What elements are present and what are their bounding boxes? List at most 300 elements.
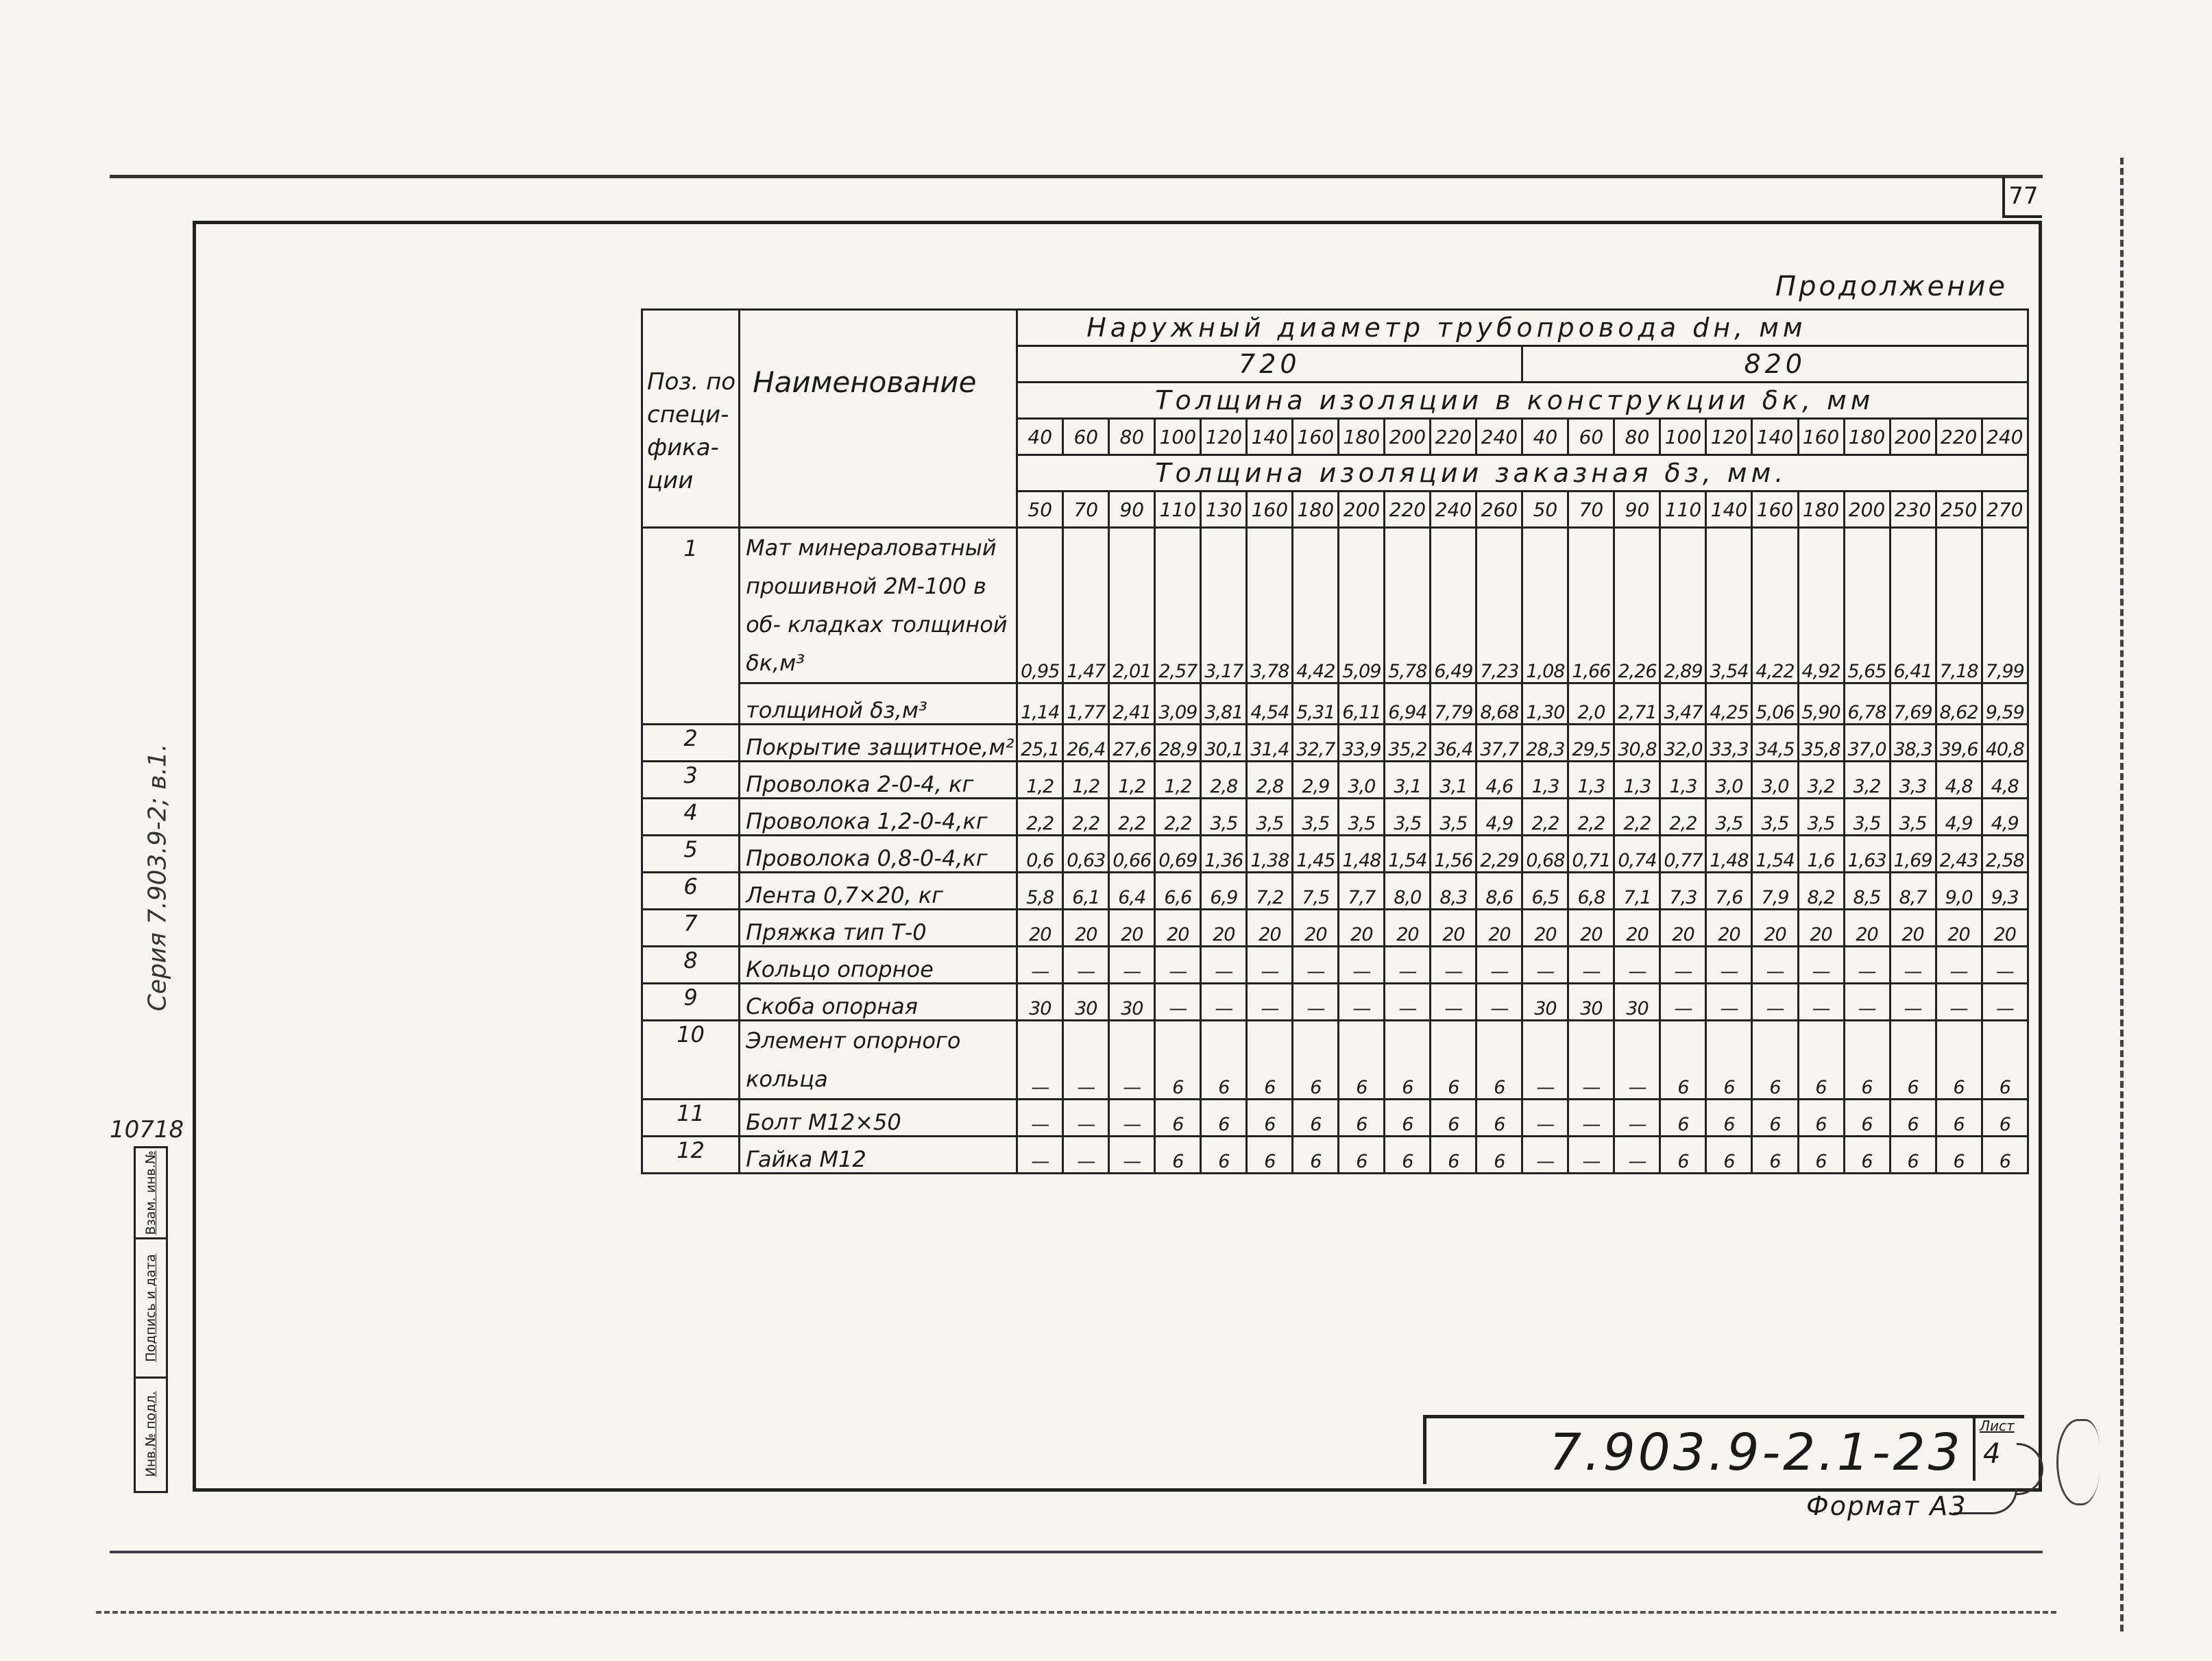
value-cell: 1,48 [1706,836,1752,873]
value-cell: 6 [1660,1137,1706,1174]
value-cell: 1,36 [1201,836,1247,873]
value-cell: 34,5 [1752,725,1798,762]
ordered-thickness-cell: 140 [1706,492,1752,528]
value-cell: 27,6 [1109,725,1155,762]
diameter-720: 720 [1017,346,1522,383]
value-cell: 1,69 [1890,836,1936,873]
value-cell: 8,6 [1476,873,1522,910]
value-cell: 6 [1706,1100,1752,1137]
value-cell: 3,5 [1339,799,1385,836]
ordered-thickness-cell: 250 [1936,492,1982,528]
value-cell: — [1109,1100,1155,1137]
pos-cell: 11 [642,1100,740,1137]
value-cell: — [1063,1100,1109,1137]
value-cell: — [1660,947,1706,984]
series-label: Серия 7.903.9-2; в.1. [143,743,172,1012]
value-cell: — [1431,947,1476,984]
value-cell: 8,7 [1890,873,1936,910]
inventory-number: 10718 [110,1116,184,1143]
value-cell: 6 [1201,1100,1247,1137]
value-cell: 4,9 [1982,799,2028,836]
value-cell: — [1155,984,1201,1021]
value-cell: 3,5 [1201,799,1247,836]
value-cell: 8,2 [1798,873,1844,910]
value-cell: 7,3 [1660,873,1706,910]
value-cell: — [1568,1100,1614,1137]
value-cell: 28,9 [1155,725,1201,762]
table-row [642,910,2028,947]
value-cell: — [1293,984,1339,1021]
value-cell: — [1982,984,2028,1021]
value-cell: 37,7 [1476,725,1522,762]
value-cell: 6,11 [1339,683,1385,725]
value-cell: 1,45 [1293,836,1339,873]
ordered-thickness-cell: 70 [1568,492,1614,528]
name-cell: Болт М12×50 [740,1100,1017,1137]
value-cell: 2,2 [1568,799,1614,836]
value-cell: — [1155,947,1201,984]
value-cell: 7,9 [1752,873,1798,910]
value-cell: 2,0 [1568,683,1614,725]
value-cell: 6 [1293,1100,1339,1137]
pos-cell: 3 [642,762,740,799]
value-cell: 30 [1522,984,1568,1021]
value-cell: 6 [1201,1137,1247,1174]
value-cell: 7,79 [1431,683,1476,725]
value-cell: 3,5 [1798,799,1844,836]
value-cell: 6 [1752,1021,1798,1100]
value-cell: 30,1 [1201,725,1247,762]
ordered-thickness-cell: 130 [1201,492,1247,528]
value-cell: — [1385,984,1431,1021]
value-cell: 1,2 [1017,762,1063,799]
construct-thickness-cell: 140 [1752,419,1798,455]
value-cell: 6 [1247,1021,1293,1100]
value-cell: 6 [1660,1100,1706,1137]
value-cell: 39,6 [1936,725,1982,762]
ordered-thickness-cell: 110 [1155,492,1201,528]
right-cut-line [2120,158,2124,1632]
construct-thickness-cell: 140 [1247,419,1293,455]
value-cell: — [1385,947,1431,984]
value-cell: 6 [1844,1137,1890,1174]
value-cell: 30 [1063,984,1109,1021]
value-cell: 1,54 [1385,836,1431,873]
value-cell: 4,9 [1476,799,1522,836]
value-cell: 3,5 [1752,799,1798,836]
value-cell: 30 [1109,984,1155,1021]
ordered-thickness-header: Толщина изоляции заказная δз, мм. [1017,455,2028,492]
ordered-thickness-cell: 230 [1890,492,1936,528]
value-cell: 2,29 [1476,836,1522,873]
value-cell: 30 [1017,984,1063,1021]
value-cell: 20 [1017,910,1063,947]
value-cell: — [1017,1100,1063,1137]
value-cell: 4,25 [1706,683,1752,725]
value-cell: 6 [1385,1021,1431,1100]
construct-thickness-cell: 160 [1293,419,1339,455]
value-cell: 1,56 [1431,836,1476,873]
value-cell: 25,1 [1017,725,1063,762]
value-cell: 20 [1247,910,1293,947]
value-cell: 20 [1063,910,1109,947]
value-cell: 3,54 [1706,528,1752,683]
value-cell: 6 [1982,1100,2028,1137]
value-cell: 3,0 [1752,762,1798,799]
value-cell: 6 [1706,1021,1752,1100]
value-cell: 29,5 [1568,725,1614,762]
value-cell: 2,2 [1109,799,1155,836]
ordered-thickness-cell: 220 [1385,492,1431,528]
pos-cell: 4 [642,799,740,836]
value-cell: 6,49 [1431,528,1476,683]
value-cell: 32,7 [1293,725,1339,762]
table-row [642,947,2028,984]
value-cell: 8,3 [1431,873,1476,910]
name-cell: Проволока 1,2-0-4,кг [740,799,1017,836]
value-cell: 20 [1522,910,1568,947]
ordered-thickness-cell: 160 [1752,492,1798,528]
value-cell: 6 [1385,1100,1431,1137]
top-border-line [110,175,2043,178]
name-cell: Лента 0,7×20, кг [740,873,1017,910]
pos-cell: 8 [642,947,740,984]
value-cell: 2,41 [1109,683,1155,725]
value-cell: 3,1 [1385,762,1431,799]
value-cell: 1,3 [1614,762,1660,799]
value-cell: 20 [1431,910,1476,947]
value-cell: 6 [1936,1100,1982,1137]
value-cell: 6,4 [1109,873,1155,910]
value-cell: 6 [1752,1100,1798,1137]
pos-cell: 12 [642,1137,740,1174]
table-row [642,725,2028,762]
value-cell: — [1798,947,1844,984]
value-cell: 1,08 [1522,528,1568,683]
value-cell: 6 [1660,1021,1706,1100]
ordered-thickness-cell: 70 [1063,492,1109,528]
side-cell-signature: Подпись и дата [136,1239,166,1379]
value-cell: 33,9 [1339,725,1385,762]
value-cell: 8,68 [1476,683,1522,725]
construct-thickness-cell: 180 [1339,419,1385,455]
construct-thickness-cell: 60 [1568,419,1614,455]
value-cell: 32,0 [1660,725,1706,762]
value-cell: 6 [1798,1021,1844,1100]
name-cell: Скоба опорная [740,984,1017,1021]
value-cell: 2,71 [1614,683,1660,725]
construct-thickness-cell: 40 [1522,419,1568,455]
value-cell: 2,2 [1660,799,1706,836]
value-cell: 5,8 [1017,873,1063,910]
value-cell: 20 [1155,910,1201,947]
pos-cell: 6 [642,873,740,910]
value-cell: 6 [1247,1137,1293,1174]
value-cell: 2,2 [1063,799,1109,836]
value-cell: — [1476,984,1522,1021]
value-cell: 2,9 [1293,762,1339,799]
value-cell: 2,43 [1936,836,1982,873]
value-cell: — [1431,984,1476,1021]
value-cell: — [1247,947,1293,984]
value-cell: 30 [1568,984,1614,1021]
value-cell: 20 [1614,910,1660,947]
value-cell: 33,3 [1706,725,1752,762]
value-cell: 20 [1982,910,2028,947]
ordered-thickness-cell: 90 [1109,492,1155,528]
value-cell: 6 [1431,1137,1476,1174]
side-cell-inventory: Инв.№ подл. [143,1390,158,1477]
construct-thickness-cell: 200 [1385,419,1431,455]
value-cell: — [1339,947,1385,984]
value-cell: 7,23 [1476,528,1522,683]
continuation-label: Продолжение [1775,271,2008,302]
value-cell: 6 [1936,1021,1982,1100]
construct-thickness-cell: 200 [1890,419,1936,455]
name-cell: Пряжка тип Т-0 [740,910,1017,947]
value-cell: — [1109,1021,1155,1100]
value-cell: 6 [1293,1021,1339,1100]
construct-thickness-cell: 180 [1844,419,1890,455]
table-row [642,1100,2028,1137]
value-cell: 1,66 [1568,528,1614,683]
value-cell: 2,01 [1109,528,1155,683]
value-cell: 1,38 [1247,836,1293,873]
name-cell: Элемент опорного кольца [740,1021,1017,1100]
pos-cell: 7 [642,910,740,947]
construct-thickness-cell: 80 [1614,419,1660,455]
value-cell: 3,09 [1155,683,1201,725]
ordered-thickness-cell: 200 [1339,492,1385,528]
value-cell: 6,5 [1522,873,1568,910]
value-cell: 3,2 [1798,762,1844,799]
value-cell: 20 [1385,910,1431,947]
value-cell: — [1201,984,1247,1021]
value-cell: 36,4 [1431,725,1476,762]
value-cell: 3,5 [1706,799,1752,836]
construct-thickness-cell: 100 [1660,419,1706,455]
value-cell: 30,8 [1614,725,1660,762]
value-cell: 5,78 [1385,528,1431,683]
ordered-thickness-cell: 160 [1247,492,1293,528]
value-cell: — [1844,984,1890,1021]
table-row [642,1137,2028,1174]
value-cell: 2,2 [1017,799,1063,836]
value-cell: 2,26 [1614,528,1660,683]
value-cell: 6 [1476,1137,1522,1174]
value-cell: 1,30 [1522,683,1568,725]
name-cell: толщиной δз,м³ [740,683,1017,725]
value-cell: 1,3 [1660,762,1706,799]
value-cell: 7,5 [1293,873,1339,910]
pos-cell: 5 [642,836,740,873]
page-number: 77 [2002,177,2042,218]
value-cell: 6 [1155,1137,1201,1174]
value-cell: 6,1 [1063,873,1109,910]
value-cell: 35,2 [1385,725,1431,762]
value-cell: 4,8 [1936,762,1982,799]
value-cell: 6 [1982,1021,2028,1100]
value-cell: 3,0 [1339,762,1385,799]
value-cell: — [1614,1137,1660,1174]
value-cell: 6 [1476,1021,1522,1100]
value-cell: 20 [1339,910,1385,947]
construct-thickness-cell: 120 [1706,419,1752,455]
pos-cell: 1 [642,528,740,725]
value-cell: 6 [1798,1100,1844,1137]
value-cell: 37,0 [1844,725,1890,762]
value-cell: — [1063,1137,1109,1174]
table-row [642,873,2028,910]
name-cell: Гайка М12 [740,1137,1017,1174]
value-cell: 6,9 [1201,873,1247,910]
side-cell-replace: Взам. инв.№ [136,1148,166,1239]
value-cell: 6 [1431,1021,1476,1100]
value-cell: 4,92 [1798,528,1844,683]
value-cell: 6 [1247,1100,1293,1137]
pos-cell: 9 [642,984,740,1021]
value-cell: 0,74 [1614,836,1660,873]
value-cell: 0,6 [1017,836,1063,873]
value-cell: 1,63 [1844,836,1890,873]
pos-cell: 10 [642,1021,740,1100]
value-cell: 5,09 [1339,528,1385,683]
value-cell: 7,1 [1614,873,1660,910]
value-cell: 2,89 [1660,528,1706,683]
value-cell: 1,2 [1063,762,1109,799]
value-cell: 31,4 [1247,725,1293,762]
value-cell: — [1201,947,1247,984]
value-cell: 6 [1706,1137,1752,1174]
construct-thickness-cell: 80 [1109,419,1155,455]
value-cell: — [1752,947,1798,984]
value-cell: 20 [1706,910,1752,947]
value-cell: 6 [1293,1137,1339,1174]
value-cell: 1,3 [1522,762,1568,799]
value-cell: 6 [1201,1021,1247,1100]
sheet-label: Лист [1980,1418,2015,1434]
value-cell: 4,54 [1247,683,1293,725]
value-cell: 3,5 [1293,799,1339,836]
value-cell: 3,17 [1201,528,1247,683]
value-cell: 20 [1890,910,1936,947]
format-label: Формат А3 [1806,1491,1967,1521]
value-cell: 6,6 [1155,873,1201,910]
value-cell: 6 [1936,1137,1982,1174]
sheet-value: 4 [1983,1438,2001,1470]
value-cell: — [1706,947,1752,984]
value-cell: 7,7 [1339,873,1385,910]
value-cell: 0,68 [1522,836,1568,873]
value-cell: 6,94 [1385,683,1431,725]
construct-thickness-header: Толщина изоляции в конструкции δк, мм [1017,383,2028,419]
construct-thickness-cell: 220 [1431,419,1476,455]
construct-thickness-cell: 160 [1798,419,1844,455]
value-cell: 1,14 [1017,683,1063,725]
ordered-thickness-cell: 260 [1476,492,1522,528]
ordered-thickness-cell: 50 [1522,492,1568,528]
value-cell: 7,18 [1936,528,1982,683]
value-cell: 6 [1339,1100,1385,1137]
construct-thickness-cell: 100 [1155,419,1201,455]
value-cell: 5,90 [1798,683,1844,725]
value-cell: 20 [1568,910,1614,947]
value-cell: 7,6 [1706,873,1752,910]
value-cell: — [1936,984,1982,1021]
value-cell: — [1063,947,1109,984]
ordered-thickness-cell: 110 [1660,492,1706,528]
pos-header: Поз. по специ- фика- ции [642,310,740,528]
ordered-thickness-cell: 200 [1844,492,1890,528]
value-cell: — [1017,947,1063,984]
table-row [642,762,2028,799]
value-cell: 6 [1752,1137,1798,1174]
value-cell: 6 [1339,1137,1385,1174]
value-cell: — [1063,1021,1109,1100]
value-cell: 4,8 [1982,762,2028,799]
value-cell: 20 [1109,910,1155,947]
value-cell: 0,95 [1017,528,1063,683]
value-cell: — [1476,947,1522,984]
value-cell: 6,8 [1568,873,1614,910]
name-header: Наименование [740,310,1017,528]
value-cell: 6 [1339,1021,1385,1100]
value-cell: 4,6 [1476,762,1522,799]
value-cell: 6 [1476,1100,1522,1137]
value-cell: 28,3 [1522,725,1568,762]
value-cell: 1,6 [1798,836,1844,873]
ordered-thickness-cell: 180 [1798,492,1844,528]
value-cell: — [1568,1137,1614,1174]
value-cell: 1,47 [1063,528,1109,683]
value-cell: 20 [1201,910,1247,947]
value-cell: 3,5 [1844,799,1890,836]
value-cell: 20 [1476,910,1522,947]
ordered-thickness-cell: 240 [1431,492,1476,528]
table-row [642,1021,2028,1100]
name-cell: Мат минераловатный прошивной 2М-100 в об- кладках толщиной δк,м³ [740,528,1017,683]
value-cell: 1,2 [1109,762,1155,799]
value-cell: 6,78 [1844,683,1890,725]
value-cell: — [1798,984,1844,1021]
construct-thickness-cell: 120 [1201,419,1247,455]
value-cell: — [1614,1021,1660,1100]
value-cell: — [1109,947,1155,984]
value-cell: 20 [1293,910,1339,947]
value-cell: 2,2 [1614,799,1660,836]
value-cell: — [1614,947,1660,984]
table-row [642,683,2028,725]
value-cell: 6 [1155,1021,1201,1100]
value-cell: 6 [1890,1137,1936,1174]
value-cell: 7,99 [1982,528,2028,683]
value-cell: 1,54 [1752,836,1798,873]
ordered-thickness-cell: 180 [1293,492,1339,528]
value-cell: 0,66 [1109,836,1155,873]
value-cell: 20 [1660,910,1706,947]
value-cell: — [1706,984,1752,1021]
value-cell: 20 [1936,910,1982,947]
value-cell: — [1890,947,1936,984]
value-cell: 2,58 [1982,836,2028,873]
value-cell: — [1844,947,1890,984]
name-cell: Проволока 0,8-0-4,кг [740,836,1017,873]
value-cell: 3,5 [1431,799,1476,836]
side-stamp [134,1146,168,1493]
value-cell: 2,2 [1522,799,1568,836]
name-cell: Покрытие защитное,м² [740,725,1017,762]
cut-line [96,1611,2056,1614]
